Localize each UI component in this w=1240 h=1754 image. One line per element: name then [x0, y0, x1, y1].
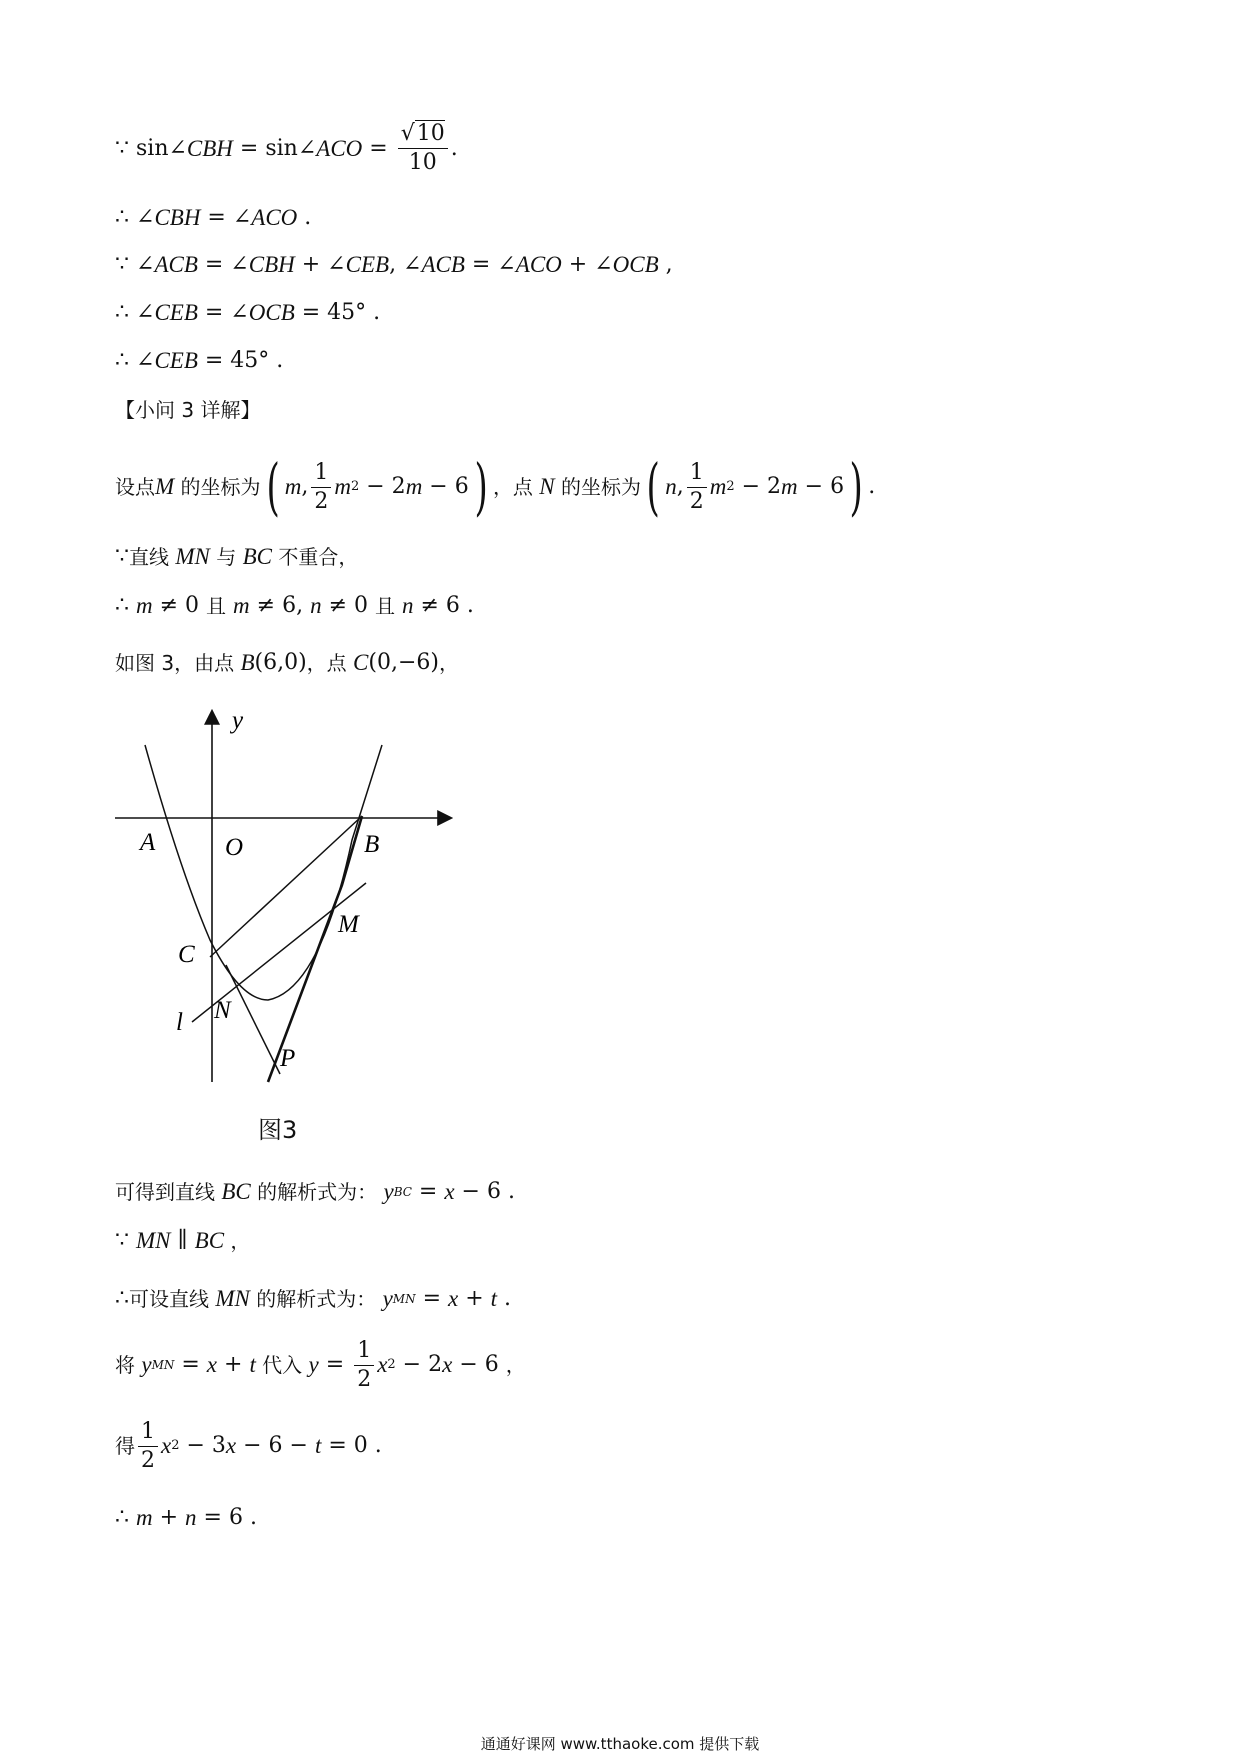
figure-caption: 图3 — [258, 1116, 298, 1144]
label-b: B — [364, 831, 380, 858]
line-10: 可得到直线 BC 的解析式为： y BC = x − 6 . — [115, 1179, 515, 1204]
line-4: ∴ ∠ CEB = ∠ OCB = 45° . — [115, 300, 381, 325]
line-15: ∴ m + n = 6 . — [115, 1505, 257, 1530]
line-8: ∴ m ≠ 0 且 m ≠ 6, n ≠ 0 且 n ≠ 6 . — [115, 593, 474, 618]
line-12: ∴ 可设直线 MN 的解析式为： y MN = x + t . — [115, 1286, 512, 1311]
label-a: A — [140, 829, 156, 856]
line-7: ∵ 直线 MN 与 BC 不重合， — [115, 544, 359, 569]
line-11: ∵ MN ∥ BC ， — [115, 1228, 251, 1253]
line-9: 如图 3，由点 B (6,0) ，点 C (0,−6) ， — [115, 650, 459, 675]
label-c: C — [178, 941, 195, 968]
line-6: 设点 M 的坐标为 ( m , $\frac{1}{2}$ m 2 − 2 m − 6 ) ，点 N 的坐标为 ( n , $\frac{1}{2}$ m 2 − 2 m − 6 ) . — [115, 450, 876, 523]
label-p: P — [280, 1045, 296, 1072]
line-13: 将 y MN = x + t 代入 y = $\frac{1}{2}$ x 2 − 2 x − 6 ， — [115, 1337, 526, 1392]
figure-3 — [110, 700, 470, 1100]
line-1: ∵ sin∠ CBH = sin∠ ACO = $\frac{√10}{10}$ . — [115, 121, 458, 175]
label-o: O — [225, 834, 244, 861]
label-n: N — [214, 997, 231, 1024]
line-2: ∴ ∠ CBH = ∠ ACO . — [115, 205, 312, 230]
line-14: 得 $\frac{1}{2}$ x 2 − 3 x − 6 − t = 0 . — [115, 1418, 382, 1473]
line-5: ∴ ∠ CEB = 45° . — [115, 348, 284, 373]
line-3: ∵ ∠ ACB = ∠ CBH + ∠ CEB , ∠ ACB = ∠ ACO + ∠ OCB , — [115, 252, 673, 277]
section-heading: 【小问 3 详解】 — [115, 398, 261, 422]
label-y: y — [232, 707, 244, 734]
label-l: l — [176, 1009, 183, 1036]
footer: 通通好课网 www.tthaoke.com 提供下载 — [480, 1735, 760, 1753]
line-np — [226, 965, 280, 1074]
label-m: M — [338, 911, 359, 938]
